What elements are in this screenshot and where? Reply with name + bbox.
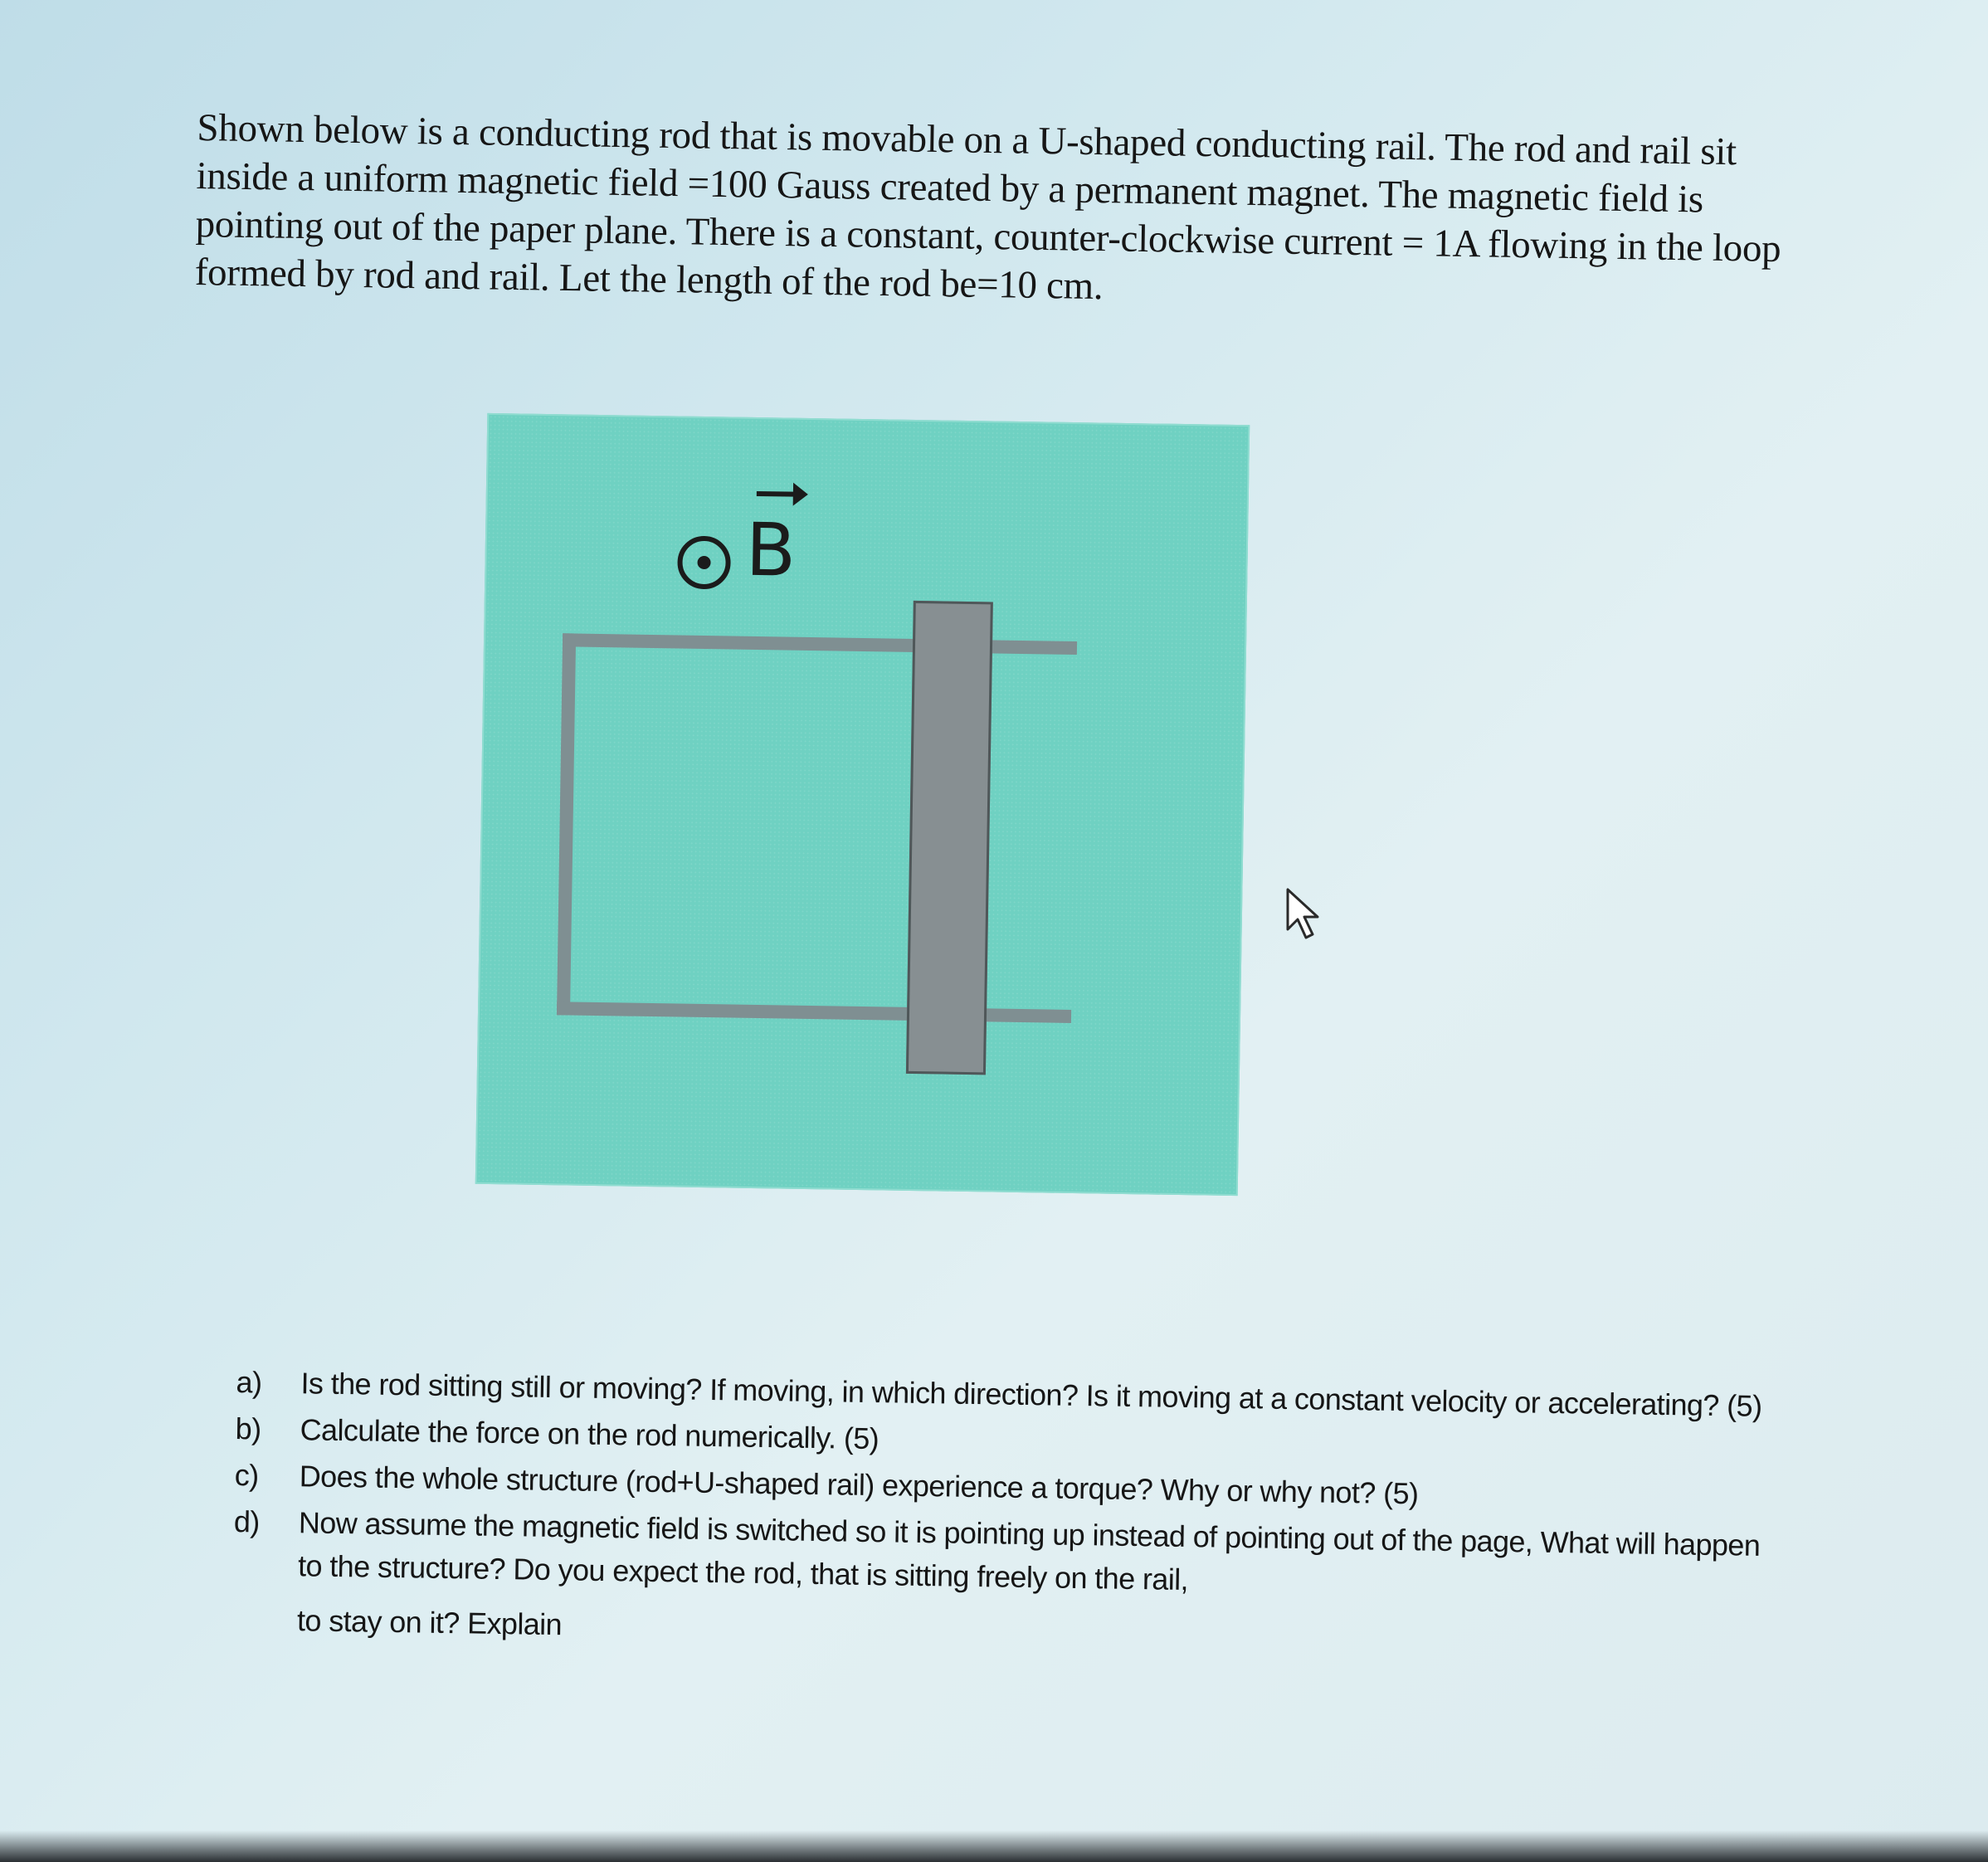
question-continuation: to stay on it? Explain <box>296 1603 563 1642</box>
field-dot <box>697 556 710 569</box>
question-text: Is the rod sitting still or moving? If moving, in which direction? Is it moving at a constant velocity or accelerating? (5) <box>300 1366 1762 1423</box>
screen-bottom-edge <box>0 1830 1988 1862</box>
question-list <box>232 1361 1763 1665</box>
conducting-rod <box>906 601 993 1075</box>
question-text: Now assume the magnetic field is switched so it is pointing up instead of pointing out of the page, What will happen to the structure? Do you expect the rod, that is sitting freely on the rail, <box>297 1505 1761 1597</box>
rail-bottom-segment <box>557 1002 1071 1023</box>
question-label: d) <box>233 1504 261 1539</box>
question-label: a) <box>236 1364 262 1400</box>
question-text: Calculate the force on the rod numerically. (5) <box>300 1412 879 1456</box>
problem-statement: Shown below is a conducting rod that is movable on a U-shaped conducting rail. The rod and rail sit inside a uniform magnetic field =100 Gauss created by a permanent magnet. The magnetic field is pointing out of the paper plane. There is a constant, counter-clockwise current = 1A flowing in the loop formed by rod and rail. Let the length of the rod be=10 cm. <box>194 105 1781 309</box>
magnetic-field-symbol <box>677 475 894 612</box>
mouse-pointer-icon <box>1284 886 1324 944</box>
question-text: Does the whole structure (rod+U-shaped rail) experience a torque? Why or why not? (5) <box>299 1459 1419 1511</box>
vector-arrow-icon <box>752 477 811 511</box>
rail-top-segment <box>563 633 1077 655</box>
question-label: c) <box>234 1457 259 1493</box>
out-of-page-icon <box>677 535 731 589</box>
rail-left-segment <box>557 633 576 1015</box>
question-label: b) <box>235 1411 261 1446</box>
field-label: B <box>744 506 797 593</box>
rod-rail-diagram <box>475 413 1250 1196</box>
